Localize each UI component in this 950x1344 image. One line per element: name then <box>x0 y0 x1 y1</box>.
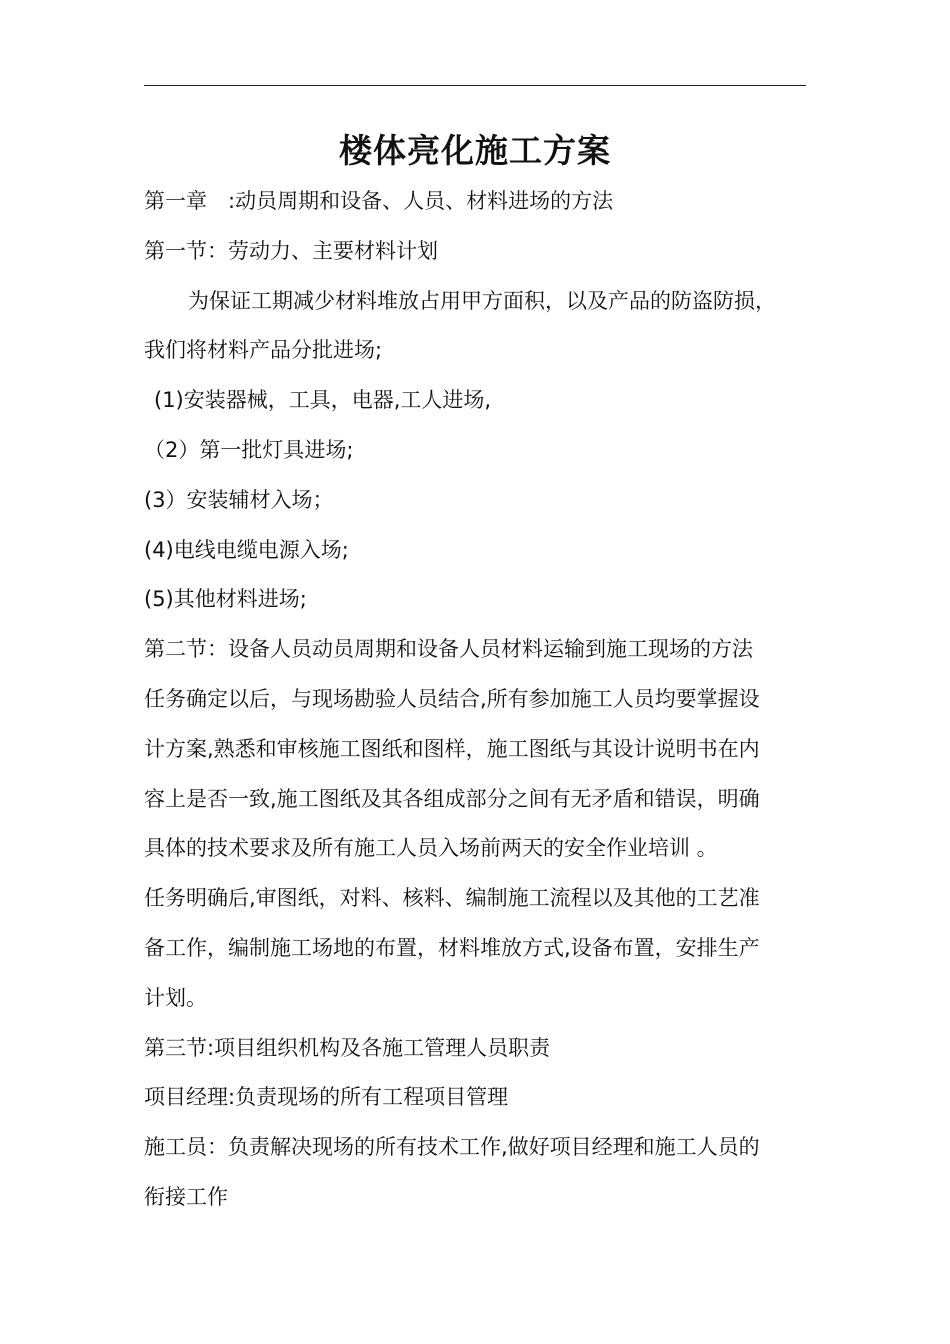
section-heading: 第三节:项目组织机构及各施工管理人员职责 <box>144 1035 551 1060</box>
list-item: （2）第一批灯具进场; <box>144 437 354 462</box>
section-heading: 第二节：设备人员动员周期和设备人员材料运输到施工现场的方法 <box>144 637 753 662</box>
header-rule <box>144 85 806 86</box>
paragraph-line: 任务明确后,审图纸，对料、核料、编制施工流程以及其他的工艺准 <box>144 886 760 911</box>
paragraph-line: 为保证工期减少材料堆放占用甲方面积，以及产品的防盗防损， <box>188 288 776 313</box>
list-item: (5)其他材料进场; <box>144 587 307 612</box>
paragraph-line: 任务确定以后，与现场勘验人员结合,所有参加施工人员均要掌握设 <box>144 686 760 711</box>
list-item: (4)电线电缆电源入场; <box>144 537 349 562</box>
paragraph-line: 计方案,熟悉和审核施工图纸和图样，施工图纸与其设计说明书在内 <box>144 736 760 761</box>
document-body <box>144 177 806 1223</box>
paragraph-line: 计划。 <box>144 985 207 1010</box>
chapter-heading: 第一章 :动员周期和设备、人员、材料进场的方法 <box>144 189 614 213</box>
document-title: 楼体亮化施工方案 <box>339 131 611 170</box>
paragraph-line: 容上是否一致,施工图纸及其各组成部分之间有无矛盾和错误，明确 <box>144 786 760 811</box>
paragraph-line: 施工员：负责解决现场的所有技术工作,做好项目经理和施工人员的 <box>144 1135 760 1160</box>
section-heading: 第一节：劳动力、主要材料计划 <box>144 238 438 263</box>
paragraph-line: 我们将材料产品分批进场; <box>144 338 383 363</box>
paragraph-line: 衔接工作 <box>144 1184 228 1209</box>
paragraph-line: 项目经理:负责现场的所有工程项目管理 <box>144 1085 509 1110</box>
list-item: (3）安装辅材入场； <box>144 487 334 512</box>
list-item: (1)安装器械，工具，电器,工人进场, <box>154 388 492 413</box>
paragraph-line: 具体的技术要求及所有施工人员入场前两天的安全作业培训 。 <box>144 836 718 861</box>
paragraph-line: 备工作，编制施工场地的布置，材料堆放方式,设备布置，安排生产 <box>144 935 760 960</box>
